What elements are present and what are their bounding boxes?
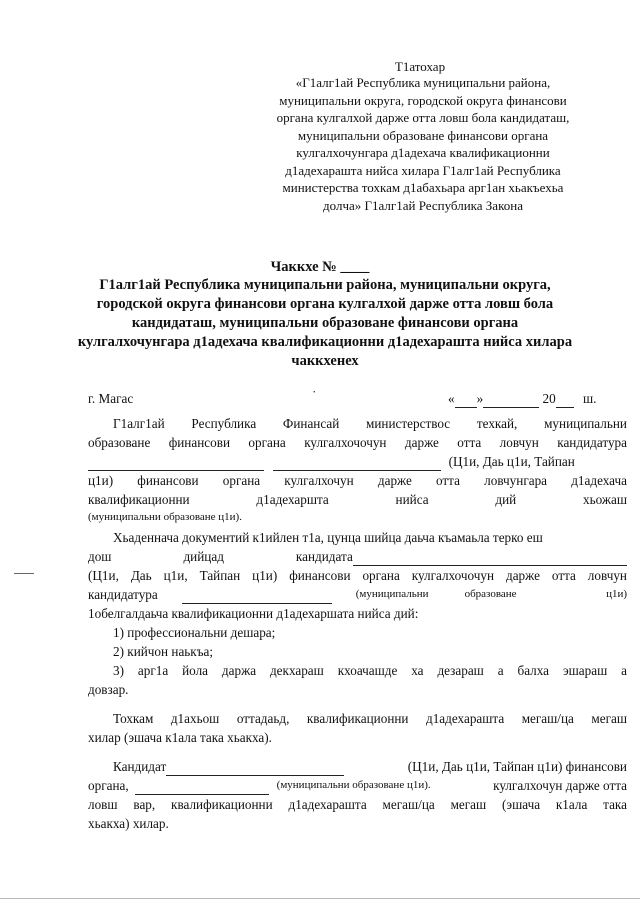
p1-word: д1адехаршта <box>256 492 329 507</box>
appendix-line: муниципальни образоване финансови органа <box>297 127 549 143</box>
date-year: 20 <box>542 391 556 406</box>
p4-line: хьакха) хилар. <box>88 816 169 831</box>
place-dot: ˙ <box>312 388 317 403</box>
p2-word: кандидата <box>295 549 353 564</box>
title-line: кандидаташ, муниципальни образоване финансови органа <box>131 315 519 331</box>
p2-line: Хьаденнача документий к1ийлен т1а, цунца шийца даьча къамаьла терко еш <box>113 530 543 545</box>
municipality-blank <box>273 456 441 471</box>
p1-line: образоване финансови органа кулгалхочочун дарже отта ловчун кандидатура <box>88 435 627 450</box>
candidate-name-blank <box>88 456 264 471</box>
scan-mark <box>14 573 34 574</box>
p4-word: органа, <box>88 778 129 793</box>
requirement-item: довзар. <box>88 682 129 697</box>
document-title <box>60 276 590 371</box>
municipality-blank-3 <box>135 780 269 795</box>
p4-word: (Ц1и, Даь ц1и, Тайпан ц1и) финансови <box>407 759 627 774</box>
requirement-item: 1) профессиональни дешара; <box>113 625 276 640</box>
p2-word: дийцад <box>183 549 224 564</box>
p3-line: Тохкам д1ахьош оттадаьд, квалификационни д1адехарашта мегаш/ца мегаш <box>113 711 627 726</box>
title-line: Г1алг1ай Республика муниципальни района, муниципальни округа, <box>99 277 551 293</box>
name-hint: (Ц1и, Даь ц1и, Тайпан <box>448 454 575 469</box>
p2-word: ц1и) <box>606 588 627 600</box>
p2-line: 1обелгалдаьча квалификационни д1адехаршата нийса дий: <box>88 606 419 621</box>
p1-word: нийса <box>395 492 429 507</box>
date-day-blank <box>455 393 477 408</box>
appendix-line: долча» Г1алг1ай Республика Закона <box>323 197 523 213</box>
p1-line: ц1и) финансови органа кулгалхочун дарже отта ловчунгара д1адехача <box>88 473 627 488</box>
p2-line <box>88 585 627 604</box>
appendix-line: министерства тохкам д1абахьара арг1ан хьакъехьа <box>282 180 564 195</box>
p1-word: квалификационни <box>88 492 190 507</box>
appendix-line: органа кулгалхой дарже отта ловш бола кандидаташ, <box>276 110 570 125</box>
municipality-blank-2 <box>182 589 332 604</box>
p2-line: (Ц1и, Даь ц1и, Тайпан ц1и) финансови органа кулгалхочочун дарже отта ловчун <box>88 568 627 583</box>
p2-word: кандидатура <box>88 587 158 602</box>
p4-word: (муниципальни образоване ц1и). <box>276 779 431 791</box>
p1-word: хьожаш <box>582 492 627 507</box>
p2-line <box>88 547 627 566</box>
requirement-item: 3) арг1а йола даржа декхараш кхоачашде ха дезараш а балха эшараш а <box>113 663 627 678</box>
title-line: чаккхенех <box>291 353 359 369</box>
p1-line <box>88 452 627 471</box>
p2-word: образоване <box>464 588 517 600</box>
p4-word: Кандидат <box>113 759 167 774</box>
p2-word: (муниципальни <box>355 588 429 600</box>
document-number: Чаккхе № ____ <box>270 259 370 275</box>
date-month-blank <box>483 393 539 408</box>
requirement-item: 2) кийчон наькъа; <box>113 644 214 659</box>
p4-line <box>88 776 627 795</box>
date-year-suffix: ш. <box>582 391 597 406</box>
appendix-text <box>228 74 618 214</box>
p1-line <box>88 490 627 509</box>
appendix-line: кулгалхочунгара д1адехача квалификационни <box>296 145 550 160</box>
p1-line: Г1алг1ай Республика Финансай министерствос техкай, муниципальни <box>113 416 627 431</box>
appendix-line: «Г1алг1ай Республика муниципальни района, <box>295 75 551 90</box>
candidate-name-blank-2 <box>166 761 344 776</box>
title-line: кулгалхочунгара д1адехача квалификационни д1адехарашта нийса хилара <box>77 334 573 350</box>
date-quote-close: » <box>476 391 484 406</box>
date-quote-open: « <box>448 391 455 406</box>
p1-word: дий <box>495 492 517 507</box>
place-city: г. Магас <box>88 391 134 406</box>
p2-word: дош <box>88 549 112 564</box>
municipality-hint: (муниципальни образоване ц1и). <box>88 511 242 523</box>
p3-line: хилар (эшача к1ала така хьакха). <box>88 730 272 745</box>
title-line: городской округа финансови органа кулгалхой дарже отта ловш бола <box>96 296 554 312</box>
date-field <box>448 389 596 408</box>
p4-word: кулгалхочун дарже отта <box>493 778 627 793</box>
date-year-blank <box>556 393 574 408</box>
p4-line: ловш вар, квалификационни д1адехарашта мегаш/ца мегаш (эшача к1ала така <box>88 797 627 812</box>
p4-line <box>113 757 627 776</box>
appendix-label: Т1атохар <box>394 59 446 74</box>
scan-mark <box>0 898 640 899</box>
candidate-blank <box>353 551 627 566</box>
appendix-line: муниципальни округа, городской округа финансови <box>279 92 567 108</box>
appendix-line: д1адехарашта нийса хилара Г1алг1ай Республика <box>285 162 561 178</box>
